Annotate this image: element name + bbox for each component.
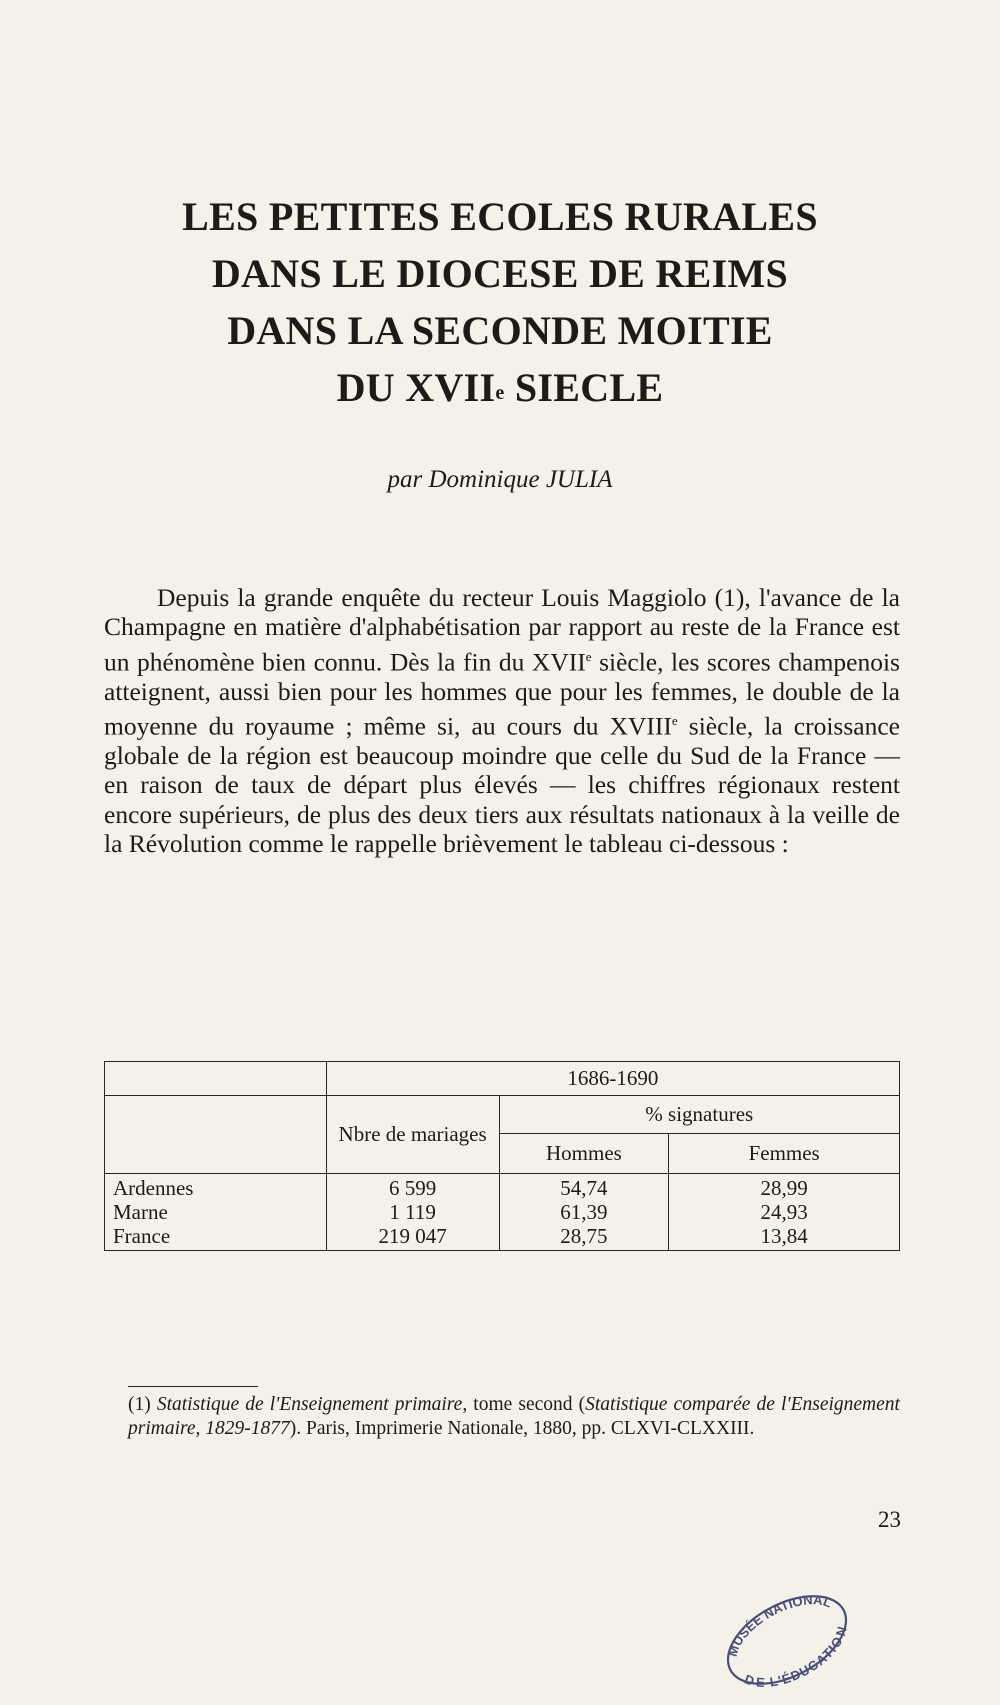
title-last-post: SIECLE — [504, 365, 664, 410]
marriages-header: Nbre de mariages — [326, 1096, 499, 1174]
page-number: 23 — [878, 1507, 901, 1532]
title-line: DANS LE DIOCESE DE REIMS — [211, 251, 789, 296]
men-values-cell: 54,74 61,39 28,75 — [499, 1174, 669, 1251]
period-header: 1686-1690 — [326, 1062, 899, 1096]
men-header: Hommes — [499, 1134, 669, 1174]
marriages-values-cell: 6 599 1 119 219 047 — [326, 1174, 499, 1251]
footnote-rule — [128, 1386, 258, 1387]
footnote-number: (1) — [128, 1394, 157, 1415]
footnote-text-1: , tome second ( — [462, 1394, 586, 1415]
title-last-sup: e — [495, 382, 505, 404]
footnote-text-2: ). Paris, Imprimerie Nationale, 1880, pp. CLXVI-CLXXIII. — [289, 1418, 755, 1439]
region-names-cell: Ardennes Marne France — [105, 1174, 327, 1251]
literacy-table — [104, 1061, 900, 1251]
body-paragraph — [104, 583, 900, 859]
footnote-italic-1: Statistique de l'Enseignement primaire — [156, 1394, 463, 1415]
article-title — [100, 188, 900, 416]
table-corner — [105, 1062, 327, 1096]
women-values-cell: 28,99 24,93 13,84 — [669, 1174, 900, 1251]
table-row — [105, 1174, 900, 1251]
title-line — [100, 359, 900, 416]
footnote-italic-2: Statistique comparée de l'Enseignement primaire, 1829-1877 — [128, 1394, 900, 1439]
century-sup-2: e — [671, 713, 678, 729]
paragraph-text-2: siècle, les scores champenois atteignent, aussi bien pour les hommes que pour les femmes, le double de la moyenne du royaume ; même si, au cours du XVIII — [104, 647, 900, 741]
stamp-text-bottom-path: DE L'ÉDUCATION — [742, 1624, 850, 1690]
women-header: Femmes — [669, 1134, 900, 1174]
signatures-header: % signatures — [499, 1096, 900, 1134]
footnote — [128, 1393, 900, 1441]
century-sup-1: e — [585, 648, 592, 664]
museum-stamp — [712, 1590, 862, 1690]
blank-header-cell — [105, 1096, 327, 1174]
paragraph-text-1: Depuis la grande enquête du recteur Louis Maggiolo (1), l'avance de la Champagne en matière d'alphabétisation par rapport au reste de la France est un phénomène bien connu. Dès la fin du XVII — [104, 583, 900, 677]
title-line: LES PETITES ECOLES RURALES — [182, 194, 818, 239]
stamp-text-top-path: MUSÉE NATIONAL — [724, 1592, 834, 1659]
paragraph-text-3: siècle, la croissance globale de la région est beaucoup moindre que celle du Sud de la France — en raison de taux de départ plus élevés — les chiffres régionaux restent encore supérieurs, de plus des deux tiers aux résultats nationaux à la veille de la Révolution comme le rappelle brièvement le tableau ci-dessous : — [104, 711, 900, 859]
title-line: DANS LA SECONDE MOITIE — [227, 308, 773, 353]
title-last-pre: DU XVII — [336, 365, 496, 410]
author-byline: par Dominique JULIA — [387, 466, 613, 493]
